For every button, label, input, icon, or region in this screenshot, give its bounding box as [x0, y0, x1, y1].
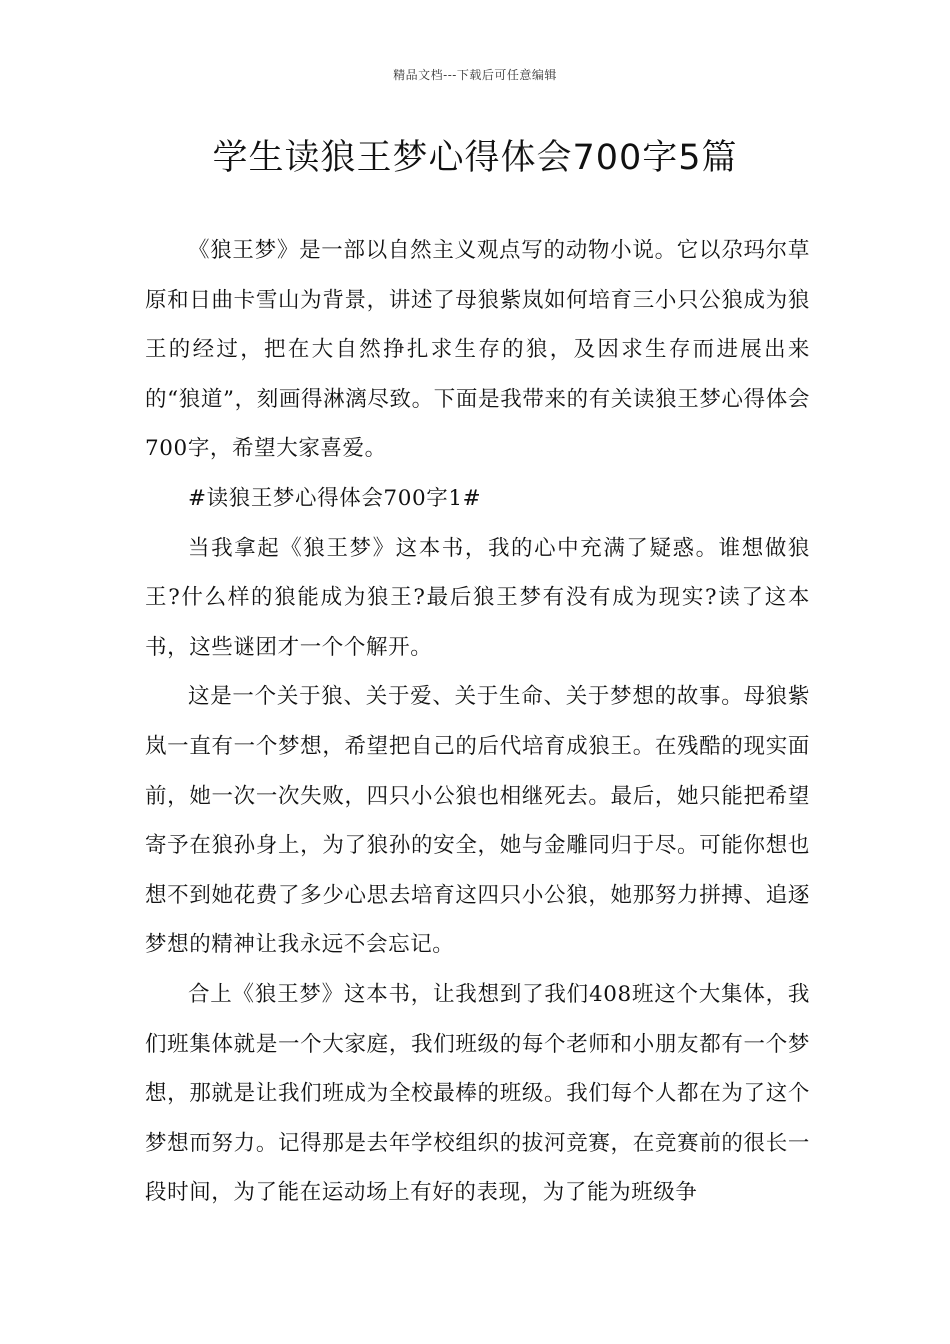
document-title: 学生读狼王梦心得体会700字5篇: [212, 138, 738, 178]
paragraph: 合上《狼王梦》这本书，让我想到了我们408班这个大集体，我们班集体就是一个大家庭，我们班级的每个老师和小朋友都有一个梦想，那就是让我们班成为全校最棒的班级。我们每个人都在为了这个梦想而努力。记得那是去年学校组织的拔河竞赛，在竞赛前的很长一段时间，为了能在运动场上有好的表现，为了能为班级争: [145, 981, 810, 1206]
section-heading: #读狼王梦心得体会700字1#: [188, 485, 482, 511]
paragraph-intro: 《狼王梦》是一部以自然主义观点写的动物小说。它以尕玛尔草原和日曲卡雪山为背景，讲述了母狼紫岚如何培育三小只公狼成为狼王的经过，把在大自然挣扎求生存的狼，及因求生存而进展出来的“狼道”，刻画得淋漓尽致。下面是我带来的有关读狼王梦心得体会700字，希望大家喜爱。: [145, 238, 810, 462]
paragraph: 当我拿起《狼王梦》这本书，我的心中充满了疑惑。谁想做狼王?什么样的狼能成为狼王?最后狼王梦有没有成为现实?读了这本书，这些谜团才一个个解开。: [145, 535, 810, 660]
header-note: 精品文档---下载后可任意编辑: [393, 68, 557, 82]
document-body: [145, 226, 810, 1218]
paragraph: 这是一个关于狼、关于爱、关于生命、关于梦想的故事。母狼紫岚一直有一个梦想，希望把自己的后代培育成狼王。在残酷的现实面前，她一次一次失败，四只小公狼也相继死去。最后，她只能把希望寄予在狼孙身上，为了狼孙的安全，她与金雕同归于尽。可能你想也想不到她花费了多少心思去培育这四只小公狼，她那努力拼搏、追逐梦想的精神让我永远不会忘记。: [145, 684, 810, 958]
